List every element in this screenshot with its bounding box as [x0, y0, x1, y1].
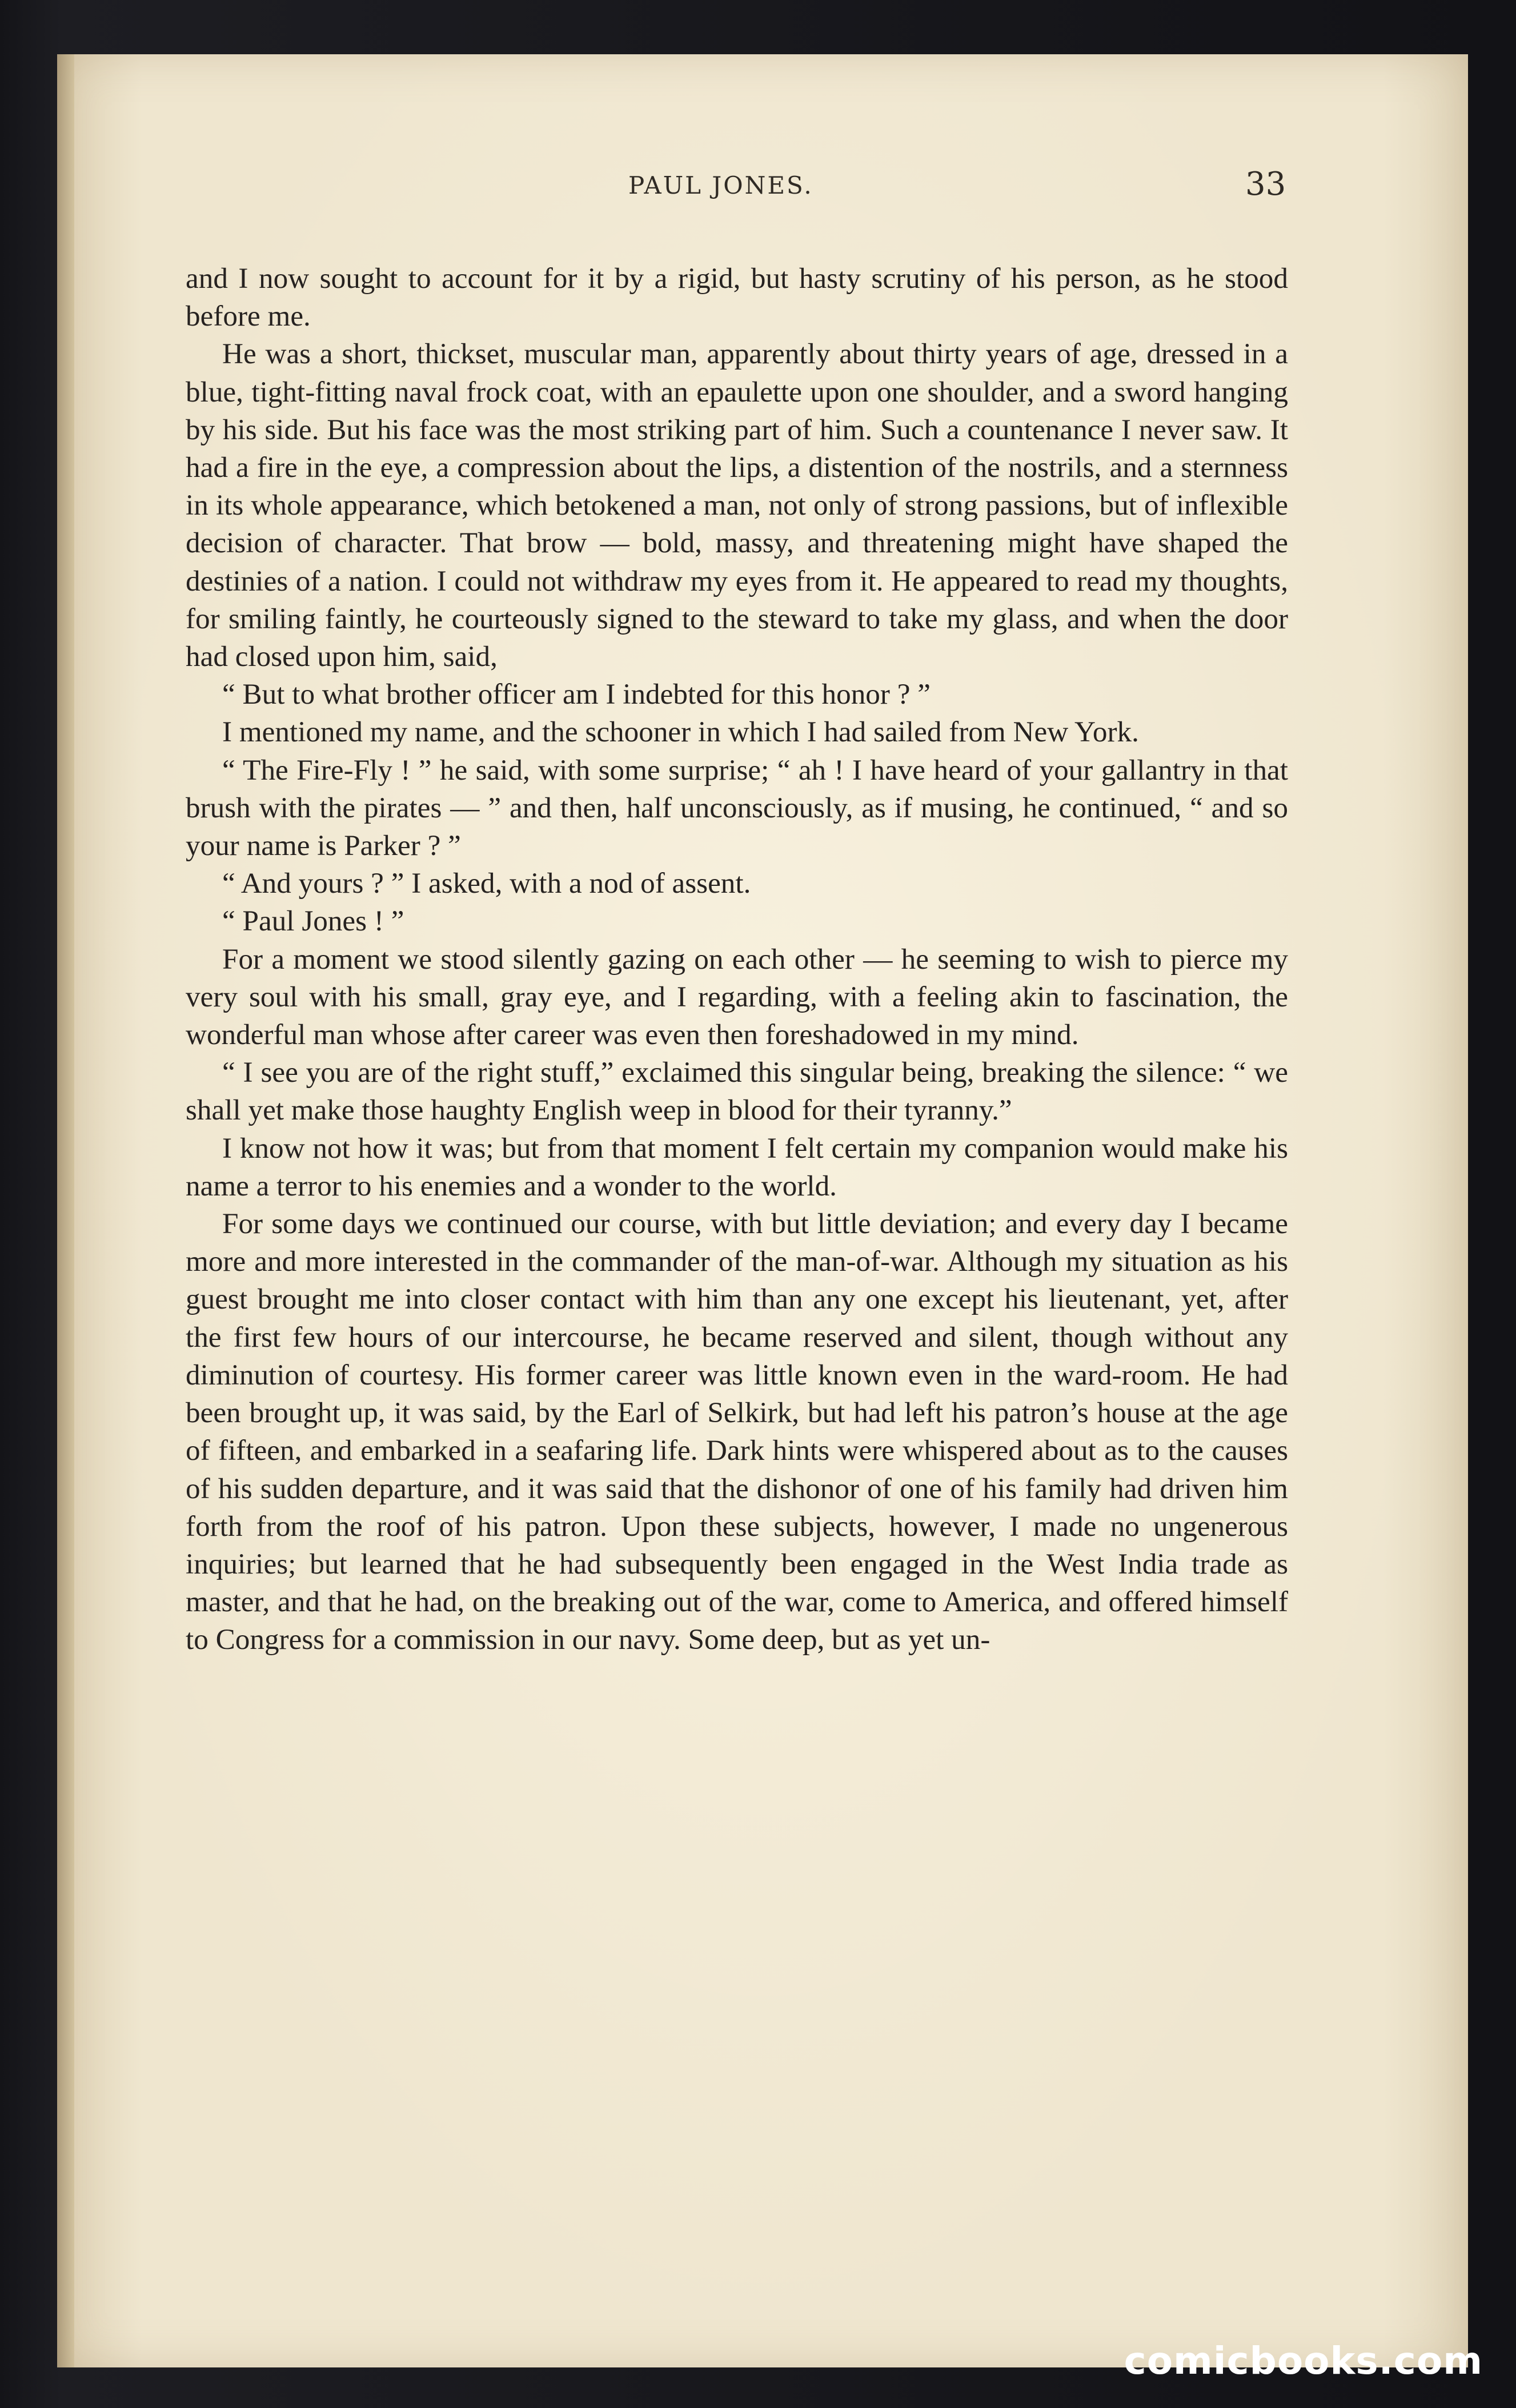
paragraph-6: “ And yours ? ” I asked, with a nod of assent. [222, 867, 751, 900]
paragraph-11: For some days we continued our course, with but little deviation; and every day I became more and more interested in the commander of the man-of-war. Although my situation as his guest brought me into closer contact with him than any one except his lieutenant, yet, after the first few hours of our intercourse, he became reserved and silent, though without any diminution of courtesy. His former career was little known even in the ward-room. He had been brought up, it was said, by the Earl of Selkirk, but had left his patron’s house at the age of fifteen, and embarked in a seafaring life. Dark hints were whispered about as to the causes of his sudden departure, and it was said that the dishonor of one of his family had driven him forth from the roof of his patron. Upon these subjects, however, I made no ungenerous inquiries; but learned that he had subsequently been engaged in the West India trade as master, and that he had, on the breaking out of the war, come to America, and offered himself to Congress for a commission in our navy. Some deep, but as yet un- [186, 1207, 1288, 1656]
paragraph-1: and I now sought to account for it by a rigid, but hasty scrutiny of his person, as he stood before me. [186, 262, 1288, 333]
body-text [186, 260, 1288, 1659]
paragraph-5: “ The Fire-Fly ! ” he said, with some surprise; “ ah ! I have heard of your gallantry in that brush with the pirates — ” and then, half unconsciously, as if musing, he continued, “ and so your name is Parker ? ” [186, 753, 1288, 862]
paragraph-8: For a moment we stood silently gazing on each other — he seeming to wish to pierce my very soul with his small, gray eye, and I regarding, with a feeling akin to fascination, the wonderful man whose after career was even then foreshadowed in my mind. [186, 942, 1288, 1052]
paragraph-4: I mentioned my name, and the schooner in which I had sailed from New York. [222, 716, 1139, 749]
paragraph-2: He was a short, thickset, muscular man, apparently about thirty years of age, dressed in a blue, tight-fitting naval frock coat, with an epaulette upon one shoulder, and a sword hanging by his side. But his face was the most striking part of him. Such a countenance I never saw. It had a fire in the eye, a compression about the lips, a distention of the nostrils, and a sternness in its whole appearance, which betokened a man, not only of strong passions, but of inflexible decision of character. That brow — bold, massy, and threatening might have shaped the destinies of a nation. I could not withdraw my eyes from it. He appeared to read my thoughts, for smiling faintly, he courteously signed to the steward to take my glass, and when the door had closed upon him, said, [186, 338, 1288, 673]
paragraph-10: I know not how it was; but from that moment I felt certain my companion would make his name a terror to his enemies and a wonder to the world. [186, 1131, 1288, 1202]
paragraph-9: “ I see you are of the right stuff,” exclaimed this singular being, breaking the silence: “ we shall yet make those haughty English weep in blood for their tyranny.” [186, 1056, 1288, 1127]
paragraph-3: “ But to what brother officer am I indebted for this honor ? ” [222, 678, 931, 711]
paragraph-7: “ Paul Jones ! ” [222, 905, 404, 938]
watermark-logo: comicbooks.com [1124, 2339, 1483, 2383]
running-head: PAUL JONES. [628, 171, 813, 199]
page-number: 33 [1245, 166, 1286, 203]
page-gutter [57, 54, 74, 2367]
